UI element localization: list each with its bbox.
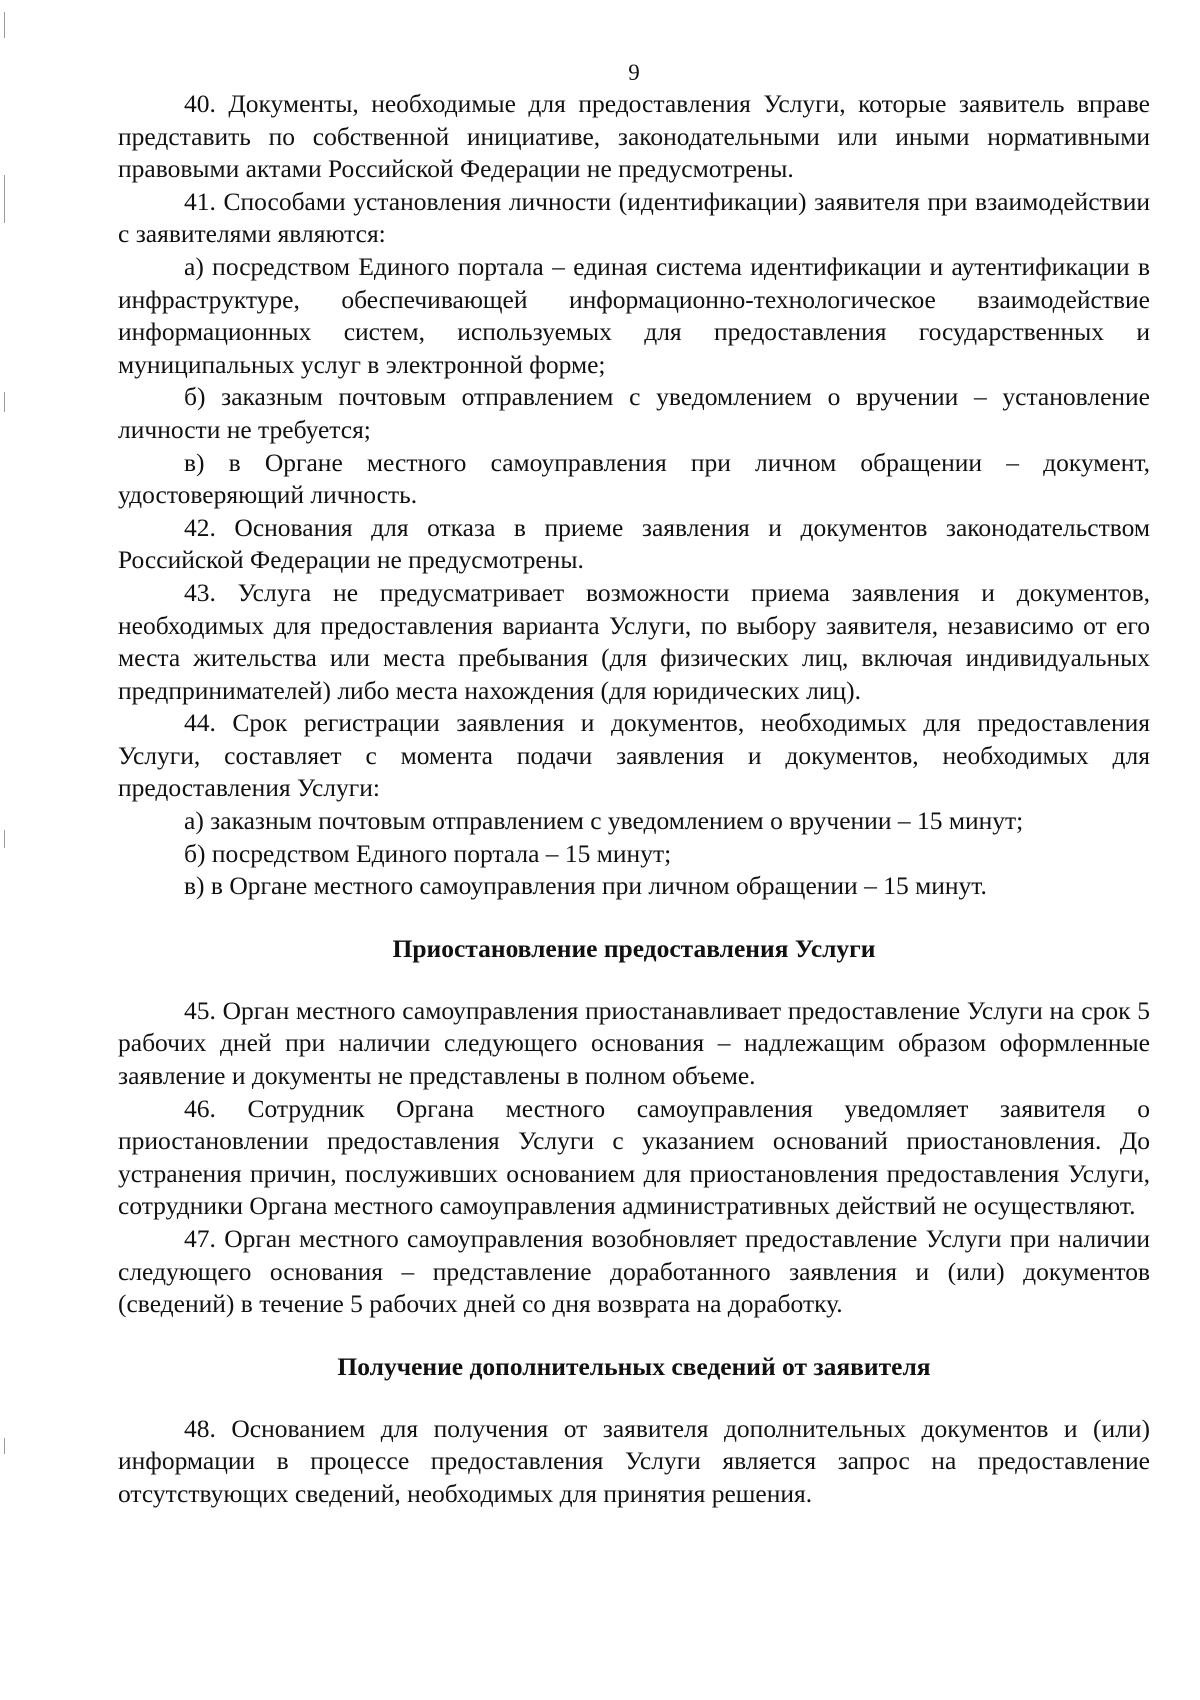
document-body (118, 58, 1150, 1511)
paragraph-40: 40. Документы, необходимые для предоставления Услуги, которые заявитель вправе представить по собственной инициативе, законодательными или иными нормативными правовыми актами Российской Федерации не предусмотрены. (118, 89, 1150, 184)
paragraph-41-c: в) в Органе местного самоуправления при личном обращении – документ, удостоверяющий личность. (118, 447, 1150, 510)
scan-speck (4, 175, 5, 223)
paragraph-44-b: б) посредством Единого портала – 15 минут; (184, 838, 672, 868)
paragraph-41: 41. Способами установления личности (идентификации) заявителя при взаимодействии с заявителями являются: (118, 186, 1150, 249)
section-heading-suspension: Приостановление предоставления Услуги (392, 933, 876, 963)
scan-speck (4, 392, 5, 412)
paragraph-44-a: а) заказным почтовым отправлением с уведомлением о вручении – 15 минут; (184, 806, 1024, 836)
paragraph-42: 42. Основания для отказа в приеме заявления и документов законодательством Российской Федерации не предусмотрены. (118, 512, 1150, 575)
scan-speck (4, 12, 5, 38)
paragraph-44-c: в) в Органе местного самоуправления при личном обращении – 15 минут. (184, 871, 987, 901)
paragraph-43: 43. Услуга не предусматривает возможности приема заявления и документов, необходимых для предоставления варианта Услуги, по выбору заявителя, независимо от его места жительства или места пребывания (для физических лиц, включая индивидуальных предпринимателей) либо места нахождения (для юридических лиц). (118, 577, 1150, 705)
page-number: 9 (628, 60, 640, 85)
paragraph-47: 47. Орган местного самоуправления возобновляет предоставление Услуги при наличии следующего основания – представление доработанного заявления и (или) документов (сведений) в течение 5 рабочих дней со дня возврата на доработку. (118, 1224, 1150, 1319)
paragraph-45: 45. Орган местного самоуправления приостанавливает предоставление Услуги на срок 5 рабочих дней при наличии следующего основания – надлежащим образом оформленные заявление и документы не представлены в полном объеме. (118, 995, 1150, 1091)
paragraph-48: 48. Основанием для получения от заявителя дополнительных документов и (или) информации в процессе предоставления Услуги является запрос на предоставление отсутствующих сведений, необходимых для принятия решения. (118, 1413, 1150, 1508)
paragraph-46: 46. Сотрудник Органа местного самоуправления уведомляет заявителя о приостановлении предоставления Услуги с указанием оснований приостановления. До устранения причин, послуживших основанием для приостановления предоставления Услуги, сотрудники Органа местного самоуправления административных действий не осуществляют. (118, 1093, 1150, 1221)
paragraph-44: 44. Срок регистрации заявления и документов, необходимых для предоставления Услуги, составляет с момента подачи заявления и документов, необходимых для предоставления Услуги: (118, 708, 1150, 803)
section-heading-additional-info: Получение дополнительных сведений от заявителя (337, 1351, 931, 1381)
scan-speck (4, 830, 5, 848)
scan-speck (4, 1438, 5, 1454)
paragraph-41-b: б) заказным почтовым отправлением с уведомлением о вручении – установление личности не требуется; (118, 382, 1150, 444)
paragraph-41-a: а) посредством Единого портала – единая система идентификации и аутентификации в инфраструктуре, обеспечивающей информационно-технологическое взаимодействие информационных систем, используемых для предоставления государственных и муниципальных услуг в электронной форме; (118, 251, 1150, 379)
